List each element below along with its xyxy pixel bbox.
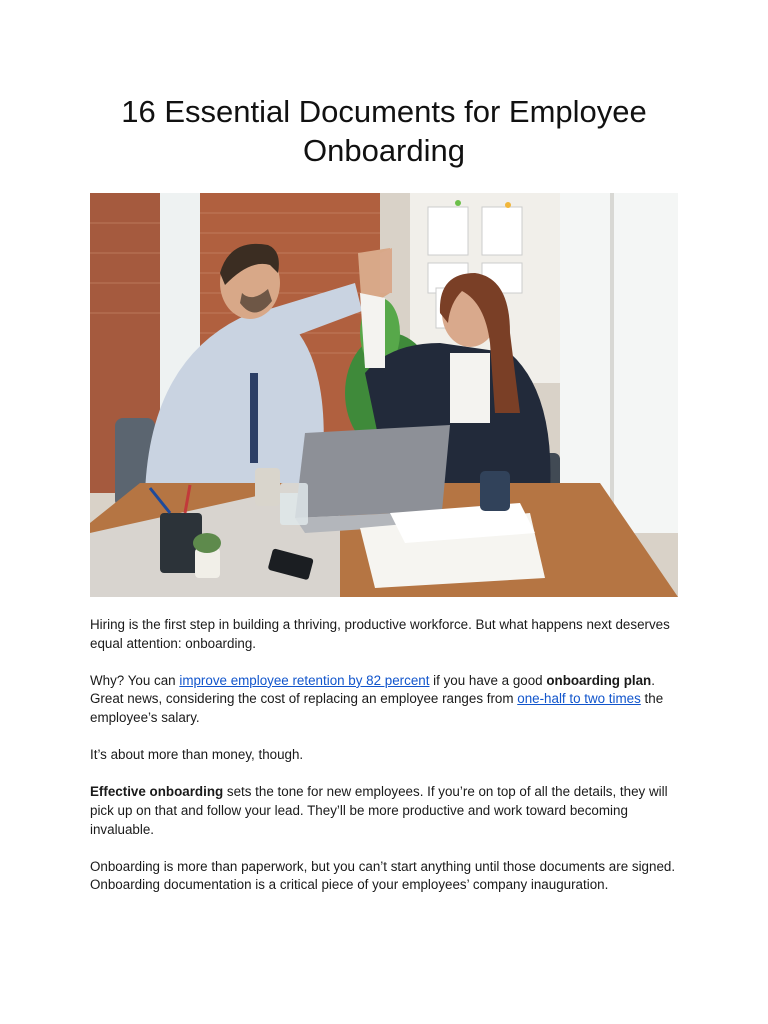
paragraph-why-text-4: the employee’s salary. xyxy=(90,691,664,725)
paragraph-intro-text: Hiring is the first step in building a thriving, productive workforce. But what happens next deserves equal attention: onboarding. xyxy=(90,617,670,651)
article-body xyxy=(90,616,690,914)
paragraph-effective-text: sets the tone for new employees. If you’re on top of all the details, they will pick up on that and follow your lead. They’ll be more productive and work toward becoming invaluable. xyxy=(90,784,668,837)
paragraph-money xyxy=(90,746,690,765)
replacement-cost-link[interactable]: one-half to two times xyxy=(517,691,641,707)
paragraph-why-text-2: if you have a good xyxy=(429,672,547,688)
page-title: 16 Essential Documents for Employee Onboarding xyxy=(121,94,647,168)
paragraph-why-text-1: Why? You can xyxy=(90,672,180,688)
hero-photo xyxy=(90,193,678,597)
paragraph-intro xyxy=(90,616,690,653)
paragraph-why xyxy=(90,672,690,728)
paragraph-money-text: It’s about more than money, though. xyxy=(90,747,304,763)
paragraph-why-text-3: . Great news, considering the cost of replacing an employee ranges from xyxy=(90,672,655,707)
paragraph-paperwork xyxy=(90,858,690,895)
office-high-five-photo xyxy=(90,193,678,597)
paragraph-effective xyxy=(90,783,690,839)
onboarding-plan-bold: onboarding plan xyxy=(546,672,652,688)
retention-stat-link[interactable]: improve employee retention by 82 percent xyxy=(179,672,430,688)
effective-onboarding-bold: Effective onboarding xyxy=(90,784,224,800)
paragraph-paperwork-text: Onboarding is more than paperwork, but you can’t start anything until those documents are signed. Onboarding documentation is a critical piece of your employees’ company inauguration. xyxy=(90,858,676,893)
